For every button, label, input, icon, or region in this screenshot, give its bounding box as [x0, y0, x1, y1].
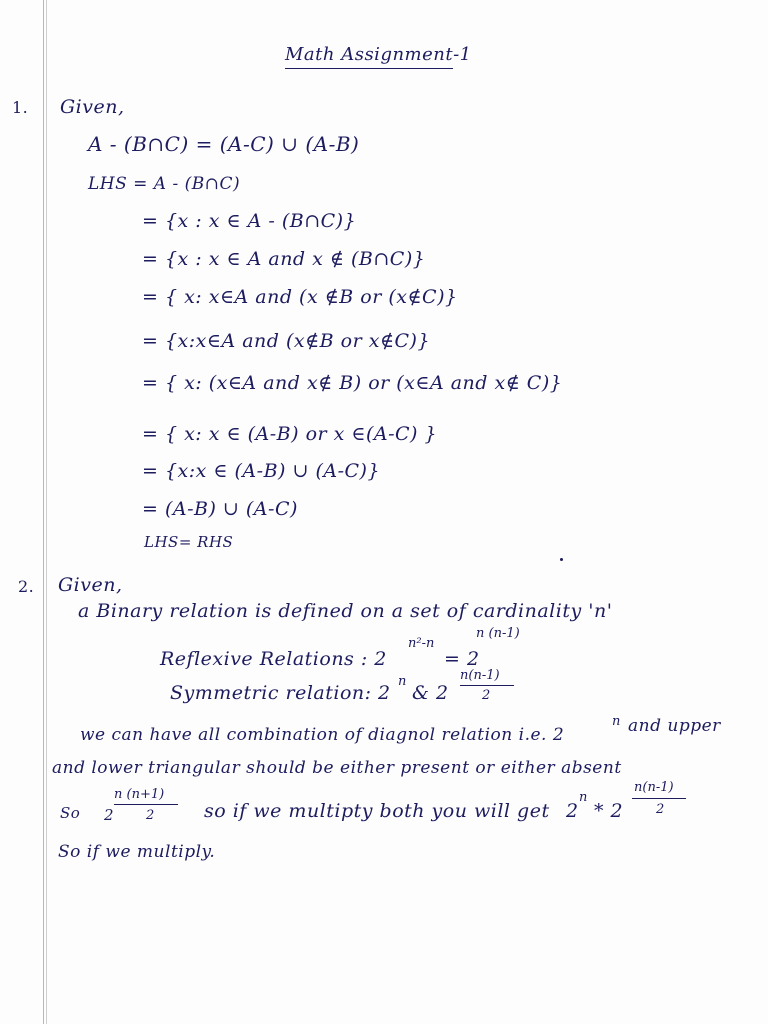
margin-line [46, 0, 47, 1024]
question-2-line-1: a Binary relation is defined on a set of cardinality 'n' [78, 600, 613, 622]
so-label: So [60, 804, 81, 822]
proof-step: = { x: x ∈ (A-B) or x ∈(A-C) } [142, 423, 438, 445]
proof-step: = {x : x ∈ A - (B∩C)} [142, 210, 357, 232]
question-1-statement: A - (B∩C) = (A-C) ∪ (A-B) [88, 132, 360, 156]
so-exponent-numerator: n (n+1) [114, 787, 165, 802]
assignment-title: Math Assignment-1 [285, 44, 472, 65]
proof-step: = { x: x∈A and (x ∉B or (x∉C)} [142, 286, 458, 308]
reflexive-exponent-2: n (n-1) [476, 626, 520, 641]
reflexive-label: Reflexive Relations : 2 [160, 648, 387, 670]
proof-step: = {x:x ∈ (A-B) ∪ (A-C)} [142, 460, 381, 482]
lower-triangular-line: and lower triangular should be either present or either absent [52, 758, 622, 778]
proof-step: = {x:x∈A and (x∉B or x∉C)} [142, 330, 431, 352]
fraction-bar [114, 804, 178, 805]
combination-line: we can have all combination of diagnol relation i.e. 2 [80, 725, 565, 745]
question-1-conclusion: LHS= RHS [144, 533, 234, 551]
fraction-bar [460, 685, 514, 686]
fraction-bar [632, 798, 686, 799]
combination-line-end: and upper [628, 716, 721, 736]
so-2n-exponent: n [579, 790, 588, 805]
question-1-number: 1. [12, 98, 29, 117]
question-1-given: Given, [60, 96, 125, 118]
so-final-numerator: n(n-1) [634, 780, 674, 795]
so-final-denominator: 2 [656, 802, 665, 817]
so-base: 2 [104, 806, 115, 824]
symmetric-exponent-numerator: n(n-1) [460, 668, 500, 683]
question-1-lhs: LHS = A - (B∩C) [88, 174, 241, 194]
title-underline [285, 68, 453, 69]
proof-step: = { x: (x∈A and x∉ B) or (x∈A and x∉ C)} [142, 372, 563, 394]
ink-dot [560, 558, 563, 561]
combination-exponent: n [612, 714, 621, 729]
final-line: So if we multiply. [58, 842, 216, 862]
question-2-number: 2. [18, 577, 35, 596]
question-2-given: Given, [58, 574, 123, 596]
proof-step: = {x : x ∈ A and x ∉ (B∩C)} [142, 248, 426, 270]
so-2n: 2 [566, 800, 579, 822]
symmetric-exponent: n [398, 674, 407, 689]
symmetric-and: & 2 [412, 682, 449, 704]
so-times: * 2 [594, 800, 624, 822]
symmetric-exponent-denominator: 2 [482, 688, 491, 703]
reflexive-equals: = 2 [444, 648, 480, 670]
so-exponent-denominator: 2 [146, 808, 155, 823]
symmetric-label: Symmetric relation: 2 [170, 682, 391, 704]
so-multiply-text: so if we multipty both you will get [204, 800, 550, 822]
margin-line [43, 0, 44, 1024]
proof-step: = (A-B) ∪ (A-C) [142, 498, 298, 520]
reflexive-exponent: n²-n [408, 636, 435, 651]
